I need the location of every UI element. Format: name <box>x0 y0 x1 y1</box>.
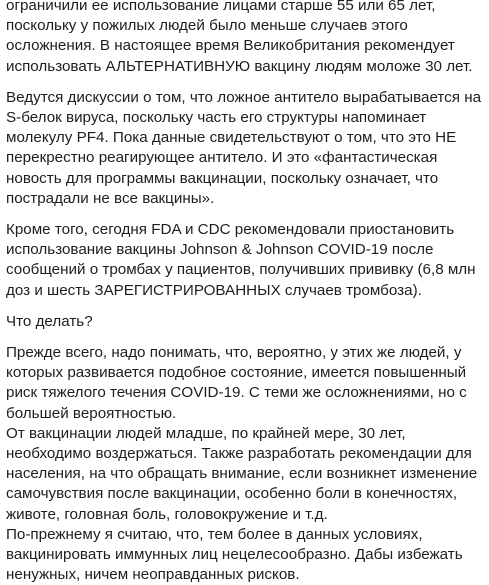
text-line: молекулу PF4. Пока данные свидетельствуют о том, что это НЕ <box>6 129 457 147</box>
text-line: осложнения. В настоящее время Великобритания рекомендует <box>6 37 455 55</box>
text-line: риск тяжелого течения COVID-19. С теми же осложнениями, но с <box>6 384 467 402</box>
paragraph-question <box>6 312 485 332</box>
text-line: населения, на что обращать внимание, если возникнет изменение <box>6 465 478 483</box>
paragraph-antibody-discussion <box>6 88 485 209</box>
text-line: Прежде всего, надо понимать, что, вероятно, у этих же людей, у <box>6 344 462 362</box>
text-line: ненужных, ничем неоправданных рисков. <box>6 566 300 584</box>
text-line: пострадали не все вакцины». <box>6 189 215 207</box>
text-line: От вакцинации людей младше, по крайней мере, 30 лет, <box>6 424 406 442</box>
text-line: новость для программы вакцинации, поскольку означает, что <box>6 169 439 187</box>
text-line: вакцинировать иммунных лиц нецелесообразно. Дабы избежать <box>6 546 463 564</box>
paragraph-fda-cdc <box>6 220 485 301</box>
text-line: S-белок вируса, поскольку часть его структуры напоминает <box>6 109 427 127</box>
text-line: большей вероятностью. <box>6 404 177 422</box>
text-line: Что делать? <box>6 312 93 330</box>
text-line: использовать АЛЬТЕРНАТИВНУЮ вакцину людям моложе 30 лет. <box>6 57 473 75</box>
text-line: перекрестно реагирующее антитело. И это «фантастическая <box>6 149 438 167</box>
text-line: использование вакцины Johnson & Johnson COVID-19 после <box>6 241 434 259</box>
text-line: необходимо воздержаться. Также разработать рекомендации для <box>6 445 472 463</box>
text-line: Ведутся дискуссии о том, что ложное антитело вырабатывается на <box>6 88 482 106</box>
text-line: которых развивается подобное состояние, имеется повышенный <box>6 364 467 382</box>
text-line: ограничили ее использование лицами старше 55 или 65 лет, <box>6 0 436 14</box>
text-line: Кроме того, сегодня FDA и CDC рекомендовали приостановить <box>6 221 455 239</box>
text-line: сообщений о тромбах у пациентов, получивших прививку (6,8 млн <box>6 261 476 279</box>
text-line: поскольку у пожилых людей было меньше случаев этого <box>6 17 408 35</box>
paragraph-recommendations <box>6 343 485 585</box>
paragraph-uk-recommendation <box>6 0 485 77</box>
text-line: животе, головная боль, головокружение и т.д. <box>6 505 328 523</box>
text-line: доз и шесть ЗАРЕГИСТРИРОВАННЫХ случаев тромбоза). <box>6 281 422 299</box>
text-line: самочувствия после вакцинации, особенно боли в конечностях, <box>6 485 458 503</box>
text-line: По-прежнему я считаю, что, тем более в данных условиях, <box>6 525 423 543</box>
